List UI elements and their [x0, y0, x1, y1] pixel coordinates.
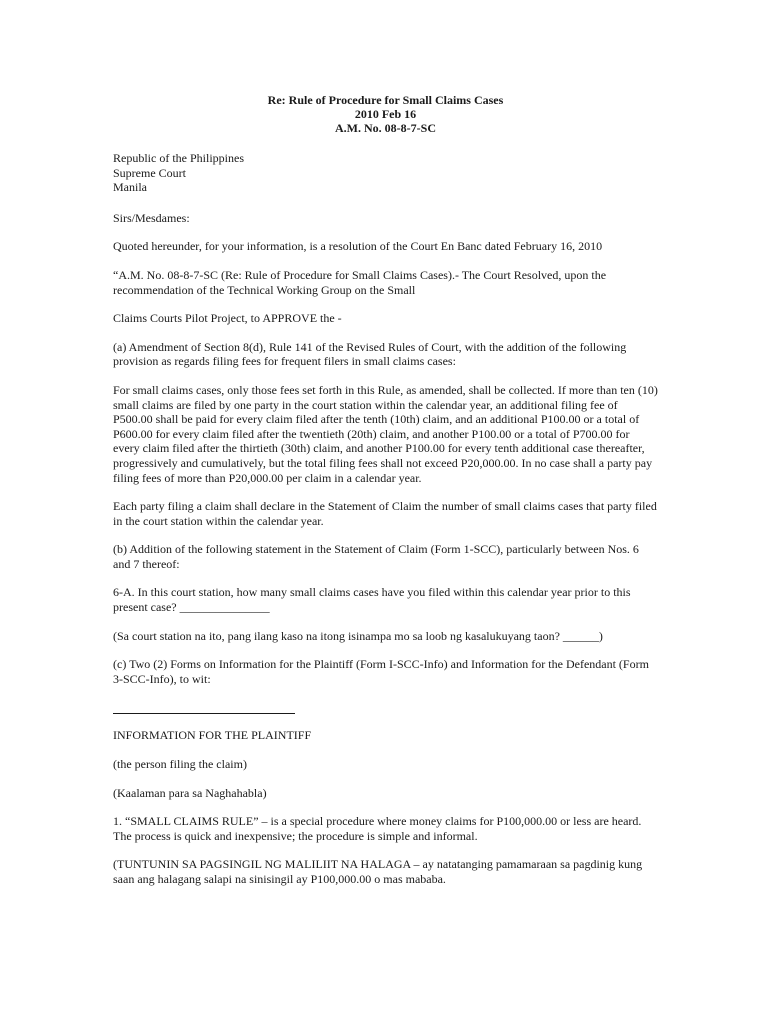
paragraph-c: (c) Two (2) Forms on Information for the Plaintiff (Form I-SCC-Info) and Information for the Defendant (Form 3-SCC-Info), to wit: [113, 657, 649, 686]
date-line: 2010 Feb 16 [354, 107, 417, 121]
address-line: Supreme Court [113, 165, 186, 180]
paragraph-b: (b) Addition of the following statement in the Statement of Claim (Form 1-SCC), particularly between Nos. 6 and 7 thereof: [113, 542, 639, 571]
title-line: Re: Rule of Procedure for Small Claims Cases [267, 93, 504, 107]
paragraph-6a: 6-A. In this court station, how many small claims cases have you filed within this calendar year prior to this present case? _______________ [113, 585, 631, 615]
paragraph-quoted: Quoted hereunder, for your information, is a resolution of the Court En Banc dated February 16, 2010 [113, 239, 603, 254]
item-1-tagalog: (TUNTUNIN SA PAGSINGIL NG MALILIIT NA HALAGA – ay natatanging pamamaraan sa pagdinig kung saan ang halagang salapi na sinisingil ay P100,000.00 o mas mababa. [113, 857, 643, 886]
paragraph-fees: For small claims cases, only those fees set forth in this Rule, as amended, shall be collected. If more than ten (10) small claims are filed by one party in the court station within the calendar year, an additional filing fee of P500.00 shall be paid for every claim filed after the tenth (10th) claim, and an additional P100.00 or a total of P600.00 for every claim filed after the twentieth (20th) claim, and another P100.00 or a total of P700.00 for every claim filed after the thirtieth (30th) claim, and another P100.00 for every tenth additional case thereafter, progressively and cumulatively, but the total filing fees shall not exceed P20,000.00. In no case shall a party pay filing fees of more than P20,000.00 per claim in a calendar year. [113, 382, 658, 485]
paragraph-declare: Each party filing a claim shall declare in the Statement of Claim the number of small claims cases that party filed in the court station within the calendar year. [113, 499, 657, 528]
paragraph-am: “A.M. No. 08-8-7-SC (Re: Rule of Procedure for Small Claims Cases).- The Court Resolved, upon the recommendation of the Technical Working Group on the Small [113, 267, 607, 297]
salutation: Sirs/Mesdames: [113, 210, 190, 225]
paragraph-a: (a) Amendment of Section 8(d), Rule 141 of the Revised Rules of Court, with the addition of the following provision as regards filing fees for frequent filers in small claims cases: [113, 339, 627, 369]
info-subheading: (the person filing the claim) [113, 757, 247, 772]
address-line: Republic of the Philippines [113, 151, 244, 165]
address-line: Manila [113, 180, 147, 195]
horizontal-rule [113, 713, 295, 714]
address-block [113, 151, 658, 195]
info-heading: INFORMATION FOR THE PLAINTIFF [113, 728, 312, 743]
paragraph-tagalog-question: (Sa court station na ito, pang ilang kaso na itong isinampa mo sa loob ng kasalukuyang taon? ______) [113, 628, 603, 643]
paragraph-pilot: Claims Courts Pilot Project, to APPROVE the - [113, 311, 342, 326]
case-number-line: A.M. No. 08-8-7-SC [335, 121, 436, 135]
document-page [113, 93, 658, 901]
info-tagalog-heading: (Kaalaman para sa Naghahabla) [113, 785, 267, 800]
item-1: 1. “SMALL CLAIMS RULE” – is a special procedure where money claims for P100,000.00 or less are heard. The process is quick and inexpensive; the procedure is simple and informal. [113, 814, 642, 843]
document-header [113, 93, 658, 135]
